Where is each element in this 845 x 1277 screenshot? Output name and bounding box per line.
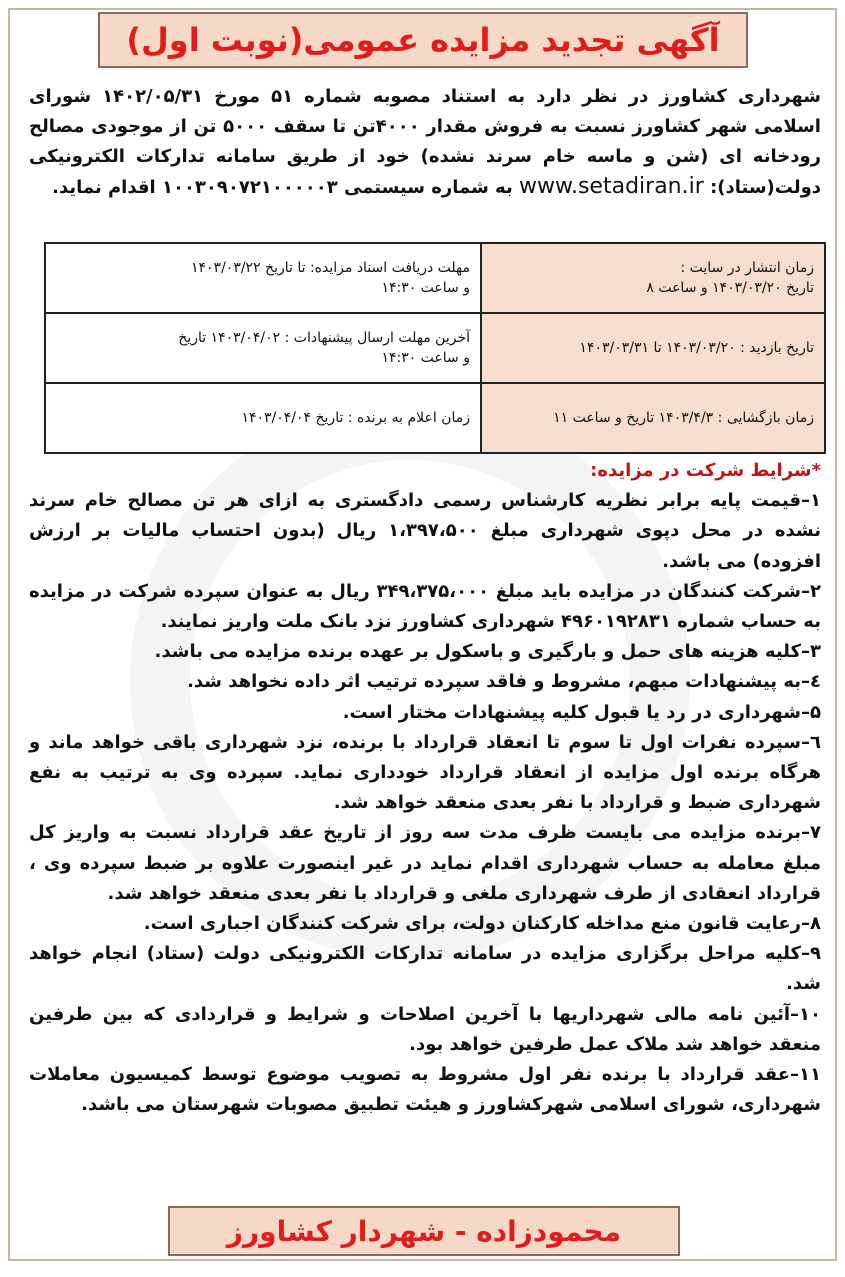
cell-line: زمان بازگشایی : ۱۴۰۳/۴/۳ تاریخ و ساعت ۱۱ xyxy=(553,410,814,426)
conditions-section xyxy=(29,456,821,1120)
condition-item: ۵–شهرداری در رد یا قبول کلیه پیشنهادات مختار است. xyxy=(342,701,821,723)
condition-item: ٤–به پیشنهادات مبهم، مشروط و فاقد سپرده ترتیب اثر داده نخواهد شد. xyxy=(187,671,821,693)
table-row xyxy=(45,243,825,313)
condition-item: ۸–رعایت قانون منع مداخله کارکنان دولت، برای شرکت کنندگان اجباری است. xyxy=(143,913,821,935)
cell-line: تاریخ ۱۴۰۳/۰۳/۲۰ و ساعت ۸ xyxy=(646,280,814,296)
cell-line: زمان انتشار در سایت : xyxy=(680,260,814,276)
intro-paragraph xyxy=(29,82,821,203)
condition-item: ۱۱–عقد قرارداد با برنده نفر اول مشروط به تصویب موضوع توسط کمیسیون معاملات شهرداری، شورای اسلامی شهرکشاورز و هیئت تطبیق مصوبات شهرستان می باشد. xyxy=(29,1064,821,1116)
condition-item: ۷–برنده مزایده می بایست ظرف مدت سه روز از تاریخ عقد قرارداد نسبت به واریز کل مبلغ معامله به حساب شهرداری اقدام نماید در غیر اینصورت علاوه بر ضبط سپرده وی ، قرارداد انعقادی از طرف شهرداری ملغی و قرارداد با نفر بعدی منعقد خواهد شد. xyxy=(29,822,821,904)
table-cell xyxy=(481,243,825,313)
schedule-table xyxy=(44,242,826,454)
table-cell xyxy=(481,383,825,453)
condition-item: ۲–شرکت کنندگان در مزایده باید مبلغ ۳۴۹،۳۷۵،۰۰۰ ریال به عنوان سپرده شرکت در مزایده به حساب شماره ۴۹۶۰۱۹۲۸۳۱ شهرداری کشاورز نزد بانک ملت واریز نمایند. xyxy=(29,580,821,633)
condition-item: ٦–سپرده نفرات اول تا سوم تا انعقاد قرارداد با برنده، نزد شهرداری باقی خواهد ماند و هرگاه برنده اول مزایده از انعقاد قرارداد خودداری نماید. سپرده وی به ترتیب به نفع شهرداری ضبط و قرارداد با نفر بعدی منعقد خواهد شد. xyxy=(29,731,821,814)
condition-item: ۱۰–آئین نامه مالی شهرداریها با آخرین اصلاحات و شرایط و قراردادی که بین طرفین منعقد خواهد شد ملاک عمل طرفین خواهد بود. xyxy=(29,1003,821,1055)
table-row xyxy=(45,313,825,383)
title-banner xyxy=(98,12,748,68)
intro-ending: به شماره سیستمی ۱۰۰۳۰۹۰۷۲۱۰۰۰۰۰۳ اقدام نماید. xyxy=(52,177,513,198)
cell-line: تاریخ بازدید : ۱۴۰۳/۰۳/۲۰ تا ۱۴۰۳/۰۳/۳۱ xyxy=(579,340,814,356)
table-row xyxy=(45,383,825,453)
condition-item: ۱–قیمت پایه برابر نظریه کارشناس رسمی دادگستری به ازای هر تن مصالح خام سرند نشده در محل دپوی شهرداری مبلغ ۱،۳۹۷،۵۰۰ ریال (بدون احتساب مالیات بر ارزش افزوده) می باشد. xyxy=(29,490,821,572)
cell-line: آخرین مهلت ارسال پیشنهادات : ۱۴۰۳/۰۴/۰۲ تاریخ xyxy=(178,330,470,346)
condition-item: ۹–کلیه مراحل برگزاری مزایده در سامانه تدارکات الکترونیکی دولت (ستاد) انجام خواهد شد. xyxy=(29,943,821,995)
intro-text: شهرداری کشاورز در نظر دارد به استناد مصوبه شماره ۵۱ مورخ ۱۴۰۲/۰۵/۳۱ شورای اسلامی شهر کشاورز نسبت به فروش مقدار ۴۰۰۰تن تا سقف ۵۰۰۰ تن از موجودی مصالح رودخانه ای (شن و ماسه خام سرند نشده) خود از طریق سامانه تدارکات الکترونیکی دولت(ستاد): xyxy=(29,86,821,198)
condition-item: ۳–کلیه هزینه های حمل و بارگیری و باسکول بر عهده برنده مزایده می باشد. xyxy=(154,641,821,663)
cell-line: مهلت دریافت اسناد مزایده: تا تاریخ ۱۴۰۳/۰۳/۲۲ xyxy=(191,260,470,276)
table-cell xyxy=(45,383,481,453)
mayor-signature: محمودزاده - شهردار کشاورز xyxy=(226,1214,622,1248)
page-title: آگهی تجدید مزایده عمومی(نوبت اول) xyxy=(126,21,720,59)
cell-line: و ساعت ۱۴:۳۰ xyxy=(381,350,470,366)
announcement-page xyxy=(8,8,837,1261)
cell-line: زمان اعلام به برنده : تاریخ ۱۴۰۳/۰۴/۰۴ xyxy=(241,410,470,426)
cell-line: و ساعت ۱۴:۳۰ xyxy=(381,280,470,296)
table-cell xyxy=(45,313,481,383)
table-cell xyxy=(481,313,825,383)
signature-banner xyxy=(168,1206,680,1256)
website-link[interactable]: www.setadiran.ir xyxy=(519,174,704,199)
table-cell xyxy=(45,243,481,313)
conditions-title: *شرایط شرکت در مزایده: xyxy=(590,460,821,481)
